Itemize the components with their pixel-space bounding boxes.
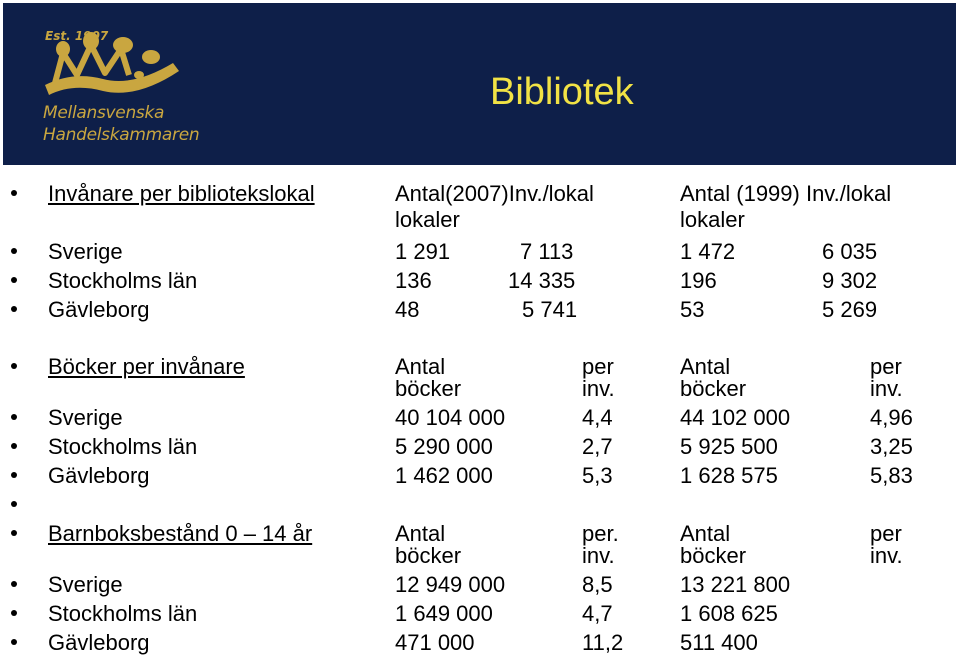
- section2-header: Antal: [395, 354, 446, 379]
- section3-header: per: [870, 521, 902, 546]
- table-cell: 7 113: [520, 239, 574, 264]
- logo-name-line1: Mellansvenska: [43, 103, 165, 123]
- section2-header: inv.: [870, 376, 903, 401]
- section1-col1-header: Antal(2007)Inv./lokal: [395, 181, 594, 206]
- table-cell: 6 035: [822, 239, 878, 264]
- bullet: [9, 464, 19, 474]
- table-cell: 1 628 575: [680, 463, 778, 488]
- header-banner: [3, 3, 956, 165]
- table-cell: 1 291: [395, 239, 451, 264]
- table-cell-region: Sverige: [48, 572, 123, 597]
- section2-header: böcker: [680, 376, 747, 401]
- section3-header: Antal: [395, 521, 446, 546]
- table-cell: 1 472: [680, 239, 736, 264]
- table-cell: 4,4: [582, 405, 613, 430]
- table-cell: 4,7: [582, 601, 613, 626]
- section1-col3-sub: lokaler: [680, 207, 745, 232]
- section3-header: böcker: [395, 543, 462, 568]
- section2-header: inv.: [582, 376, 615, 401]
- bullet: [9, 240, 19, 250]
- table-cell-region: Sverige: [48, 239, 123, 264]
- section2-header: per: [582, 354, 614, 379]
- table-cell: 196: [680, 268, 717, 293]
- table-cell: 1 649 000: [395, 601, 493, 626]
- bullet: [9, 182, 19, 192]
- section3-heading: Barnboksbestånd 0 – 14 år: [48, 521, 313, 546]
- section1-heading: Invånare per bibliotekslokal: [48, 181, 315, 206]
- table-cell: 5,3: [582, 463, 613, 488]
- table-cell: 511 400: [680, 630, 758, 655]
- table-cell: 5 290 000: [395, 434, 493, 459]
- section1-col1-sub: lokaler: [395, 207, 460, 232]
- section3-header: per.: [582, 521, 619, 546]
- section3-header: inv.: [870, 543, 903, 568]
- table-cell: 40 104 000: [395, 405, 506, 430]
- table-cell: 5 741: [522, 297, 578, 322]
- table-cell-region: Sverige: [48, 405, 123, 430]
- table-cell: 3,25: [870, 434, 913, 459]
- logo-est: Est. 1907: [45, 29, 109, 43]
- table-cell: 48: [395, 297, 420, 322]
- section2-heading: Böcker per invånare: [48, 354, 245, 379]
- table-cell: 4,96: [870, 405, 913, 430]
- table-cell: 5 269: [822, 297, 878, 322]
- bullet: [9, 522, 19, 532]
- bullet: [9, 435, 19, 445]
- table-cell: 471 000: [395, 630, 475, 655]
- table-cell: 136: [395, 268, 432, 293]
- bullet: [9, 269, 19, 279]
- table-cell: 14 335: [508, 268, 576, 293]
- bullet: [9, 573, 19, 583]
- table-cell-region: Stockholms län: [48, 601, 198, 626]
- table-cell: 9 302: [822, 268, 878, 293]
- table-cell: 1 462 000: [395, 463, 493, 488]
- table-cell: 44 102 000: [680, 405, 791, 430]
- bullet: [9, 493, 19, 503]
- table-cell-region: Stockholms län: [48, 434, 198, 459]
- table-cell: 5 925 500: [680, 434, 778, 459]
- section3-header: inv.: [582, 543, 615, 568]
- table-cell-region: Stockholms län: [48, 268, 198, 293]
- table-cell: 11,2: [582, 630, 624, 655]
- table-cell: 5,83: [870, 463, 913, 488]
- section2-header: böcker: [395, 376, 462, 401]
- bullet: [9, 298, 19, 308]
- table-cell: 53: [680, 297, 705, 322]
- section3-header: böcker: [680, 543, 747, 568]
- bullet: [9, 602, 19, 612]
- logo-name-line2: Handelskammaren: [43, 125, 200, 145]
- table-cell-region: Gävleborg: [48, 297, 150, 322]
- table-cell: 2,7: [582, 434, 613, 459]
- section2-header: per: [870, 354, 902, 379]
- table-cell: 12 949 000: [395, 572, 506, 597]
- table-cell-region: Gävleborg: [48, 630, 150, 655]
- section2-header: Antal: [680, 354, 731, 379]
- chamber-logo: [33, 23, 200, 163]
- page-title: Bibliotek: [490, 71, 634, 113]
- bullet: [9, 355, 19, 365]
- bullet: [9, 631, 19, 641]
- table-cell: 1 608 625: [680, 601, 778, 626]
- table-cell: 8,5: [582, 572, 613, 597]
- table-cell: 13 221 800: [680, 572, 791, 597]
- bullet: [9, 406, 19, 416]
- table-cell-region: Gävleborg: [48, 463, 150, 488]
- section1-col3-header: Antal (1999) Inv./lokal: [680, 181, 892, 206]
- section3-header: Antal: [680, 521, 731, 546]
